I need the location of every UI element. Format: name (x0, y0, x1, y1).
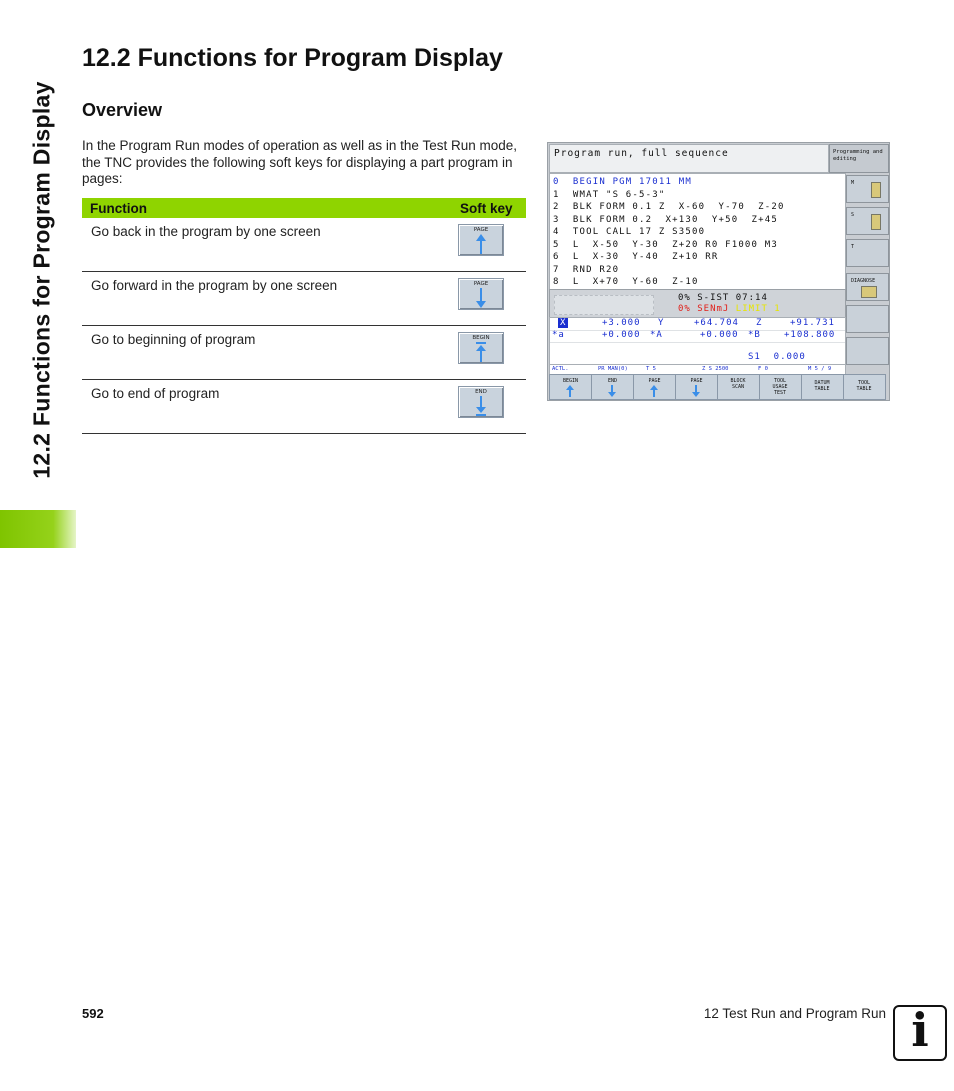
empty-softkey (846, 305, 889, 333)
program-line: 2 BLK FORM 0.1 Z X-60 Y-70 Z-20 (553, 202, 785, 212)
section-heading: Overview (82, 100, 163, 120)
arrow-up-icon (566, 385, 574, 397)
program-line: 0 BEGIN PGM 17011 MM (553, 177, 692, 187)
column-header-soft-key: Soft key (456, 198, 526, 218)
function-description: Go forward in the program by one screen (82, 272, 456, 326)
info-icon: i (893, 1005, 947, 1061)
page-up-softkey (458, 224, 504, 256)
m-function-key: M (846, 175, 889, 203)
function-description: Go to end of program (82, 380, 456, 434)
status-line: 0% S-IST 07:14 (678, 293, 768, 303)
softkey-label: PAGE (473, 281, 489, 287)
tool-table-key: TOOL TABLE (843, 374, 886, 400)
softkey-label: PAGE (473, 227, 489, 233)
side-chapter-title: 12.2 Functions for Program Display (28, 81, 55, 479)
end-key: END (591, 374, 634, 400)
intro-paragraph: In the Program Run modes of operation as well as in the Test Run mode, the TNC provides the following soft keys for displaying a part program in pages: (82, 138, 517, 186)
softkey-label: BEGIN (472, 335, 490, 341)
program-line: 4 TOOL CALL 17 Z S3500 (553, 227, 706, 237)
empty-softkey (846, 337, 889, 365)
screen-secondary-mode: Programming and editing (829, 144, 889, 173)
begin-key: BEGIN (549, 374, 592, 400)
softkey-label: END (475, 389, 487, 395)
end-softkey (458, 386, 504, 418)
spindle-key: S (846, 207, 889, 235)
begin-softkey (458, 332, 504, 364)
program-line: 7 RND R20 (553, 264, 620, 275)
function-description: Go back in the program by one screen (82, 218, 456, 272)
column-header-function: Function (82, 198, 456, 218)
table-row (82, 272, 526, 326)
vertical-softkey-column (846, 173, 889, 373)
arrow-up-bar-icon (476, 342, 486, 362)
status-graphic-area (554, 295, 654, 315)
tnc-screen-screenshot (547, 142, 890, 401)
arrow-down-icon (608, 385, 616, 397)
program-line: 6 L X-30 Y-40 Z+10 RR (553, 252, 719, 262)
tool-key: T (846, 239, 889, 267)
footer-chapter-title: 12 Test Run and Program Run (703, 1006, 886, 1021)
datum-table-key: DATUM TABLE (801, 374, 844, 400)
tool-usage-test-key: TOOL USAGE TEST (759, 374, 802, 400)
program-line: 1 WMAT "S 6-5-3" (553, 189, 666, 200)
arrow-down-icon (692, 385, 700, 397)
program-line: 8 L X+70 Y-60 Z-10 (553, 277, 699, 287)
page-down-key: PAGE (675, 374, 718, 400)
table-row (82, 218, 526, 272)
page-title: 12.2 Functions for Program Display (82, 44, 503, 72)
arrow-up-icon (476, 234, 486, 254)
program-line: 5 L X-50 Y-30 Z+20 R0 F1000 M3 (553, 239, 779, 250)
horizontal-softkey-row (549, 374, 888, 399)
arrow-up-icon (650, 385, 658, 397)
page-down-softkey (458, 278, 504, 310)
chapter-tab-marker (0, 510, 76, 548)
table-row (82, 380, 526, 434)
status-line-warning: 0% SENmJ LIMIT 1 (678, 304, 781, 314)
status-bar: ACTL. PR MAN(0) T 5 Z S 2500 F 0 M 5 / 9 (549, 364, 846, 375)
program-listing (549, 173, 846, 290)
status-panel (549, 289, 846, 319)
arrow-down-bar-icon (476, 396, 486, 416)
block-scan-key: BLOCK SCAN (717, 374, 760, 400)
page-up-key: PAGE (633, 374, 676, 400)
table-row (82, 326, 526, 380)
softkey-function-table (82, 198, 526, 434)
diagnose-key: DIAGNOSE (846, 273, 889, 301)
page-number: 592 (82, 1006, 104, 1021)
position-display: X +3.000 Y +64.704 Z +91.731 *a +0.000 *A +0.000 *B +108.800 S1 0.000 (549, 317, 846, 366)
screen-mode-title: Program run, full sequence (549, 144, 829, 173)
program-line: 3 BLK FORM 0.2 X+130 Y+50 Z+45 (553, 214, 779, 225)
arrow-down-icon (476, 288, 486, 308)
function-description: Go to beginning of program (82, 326, 456, 380)
